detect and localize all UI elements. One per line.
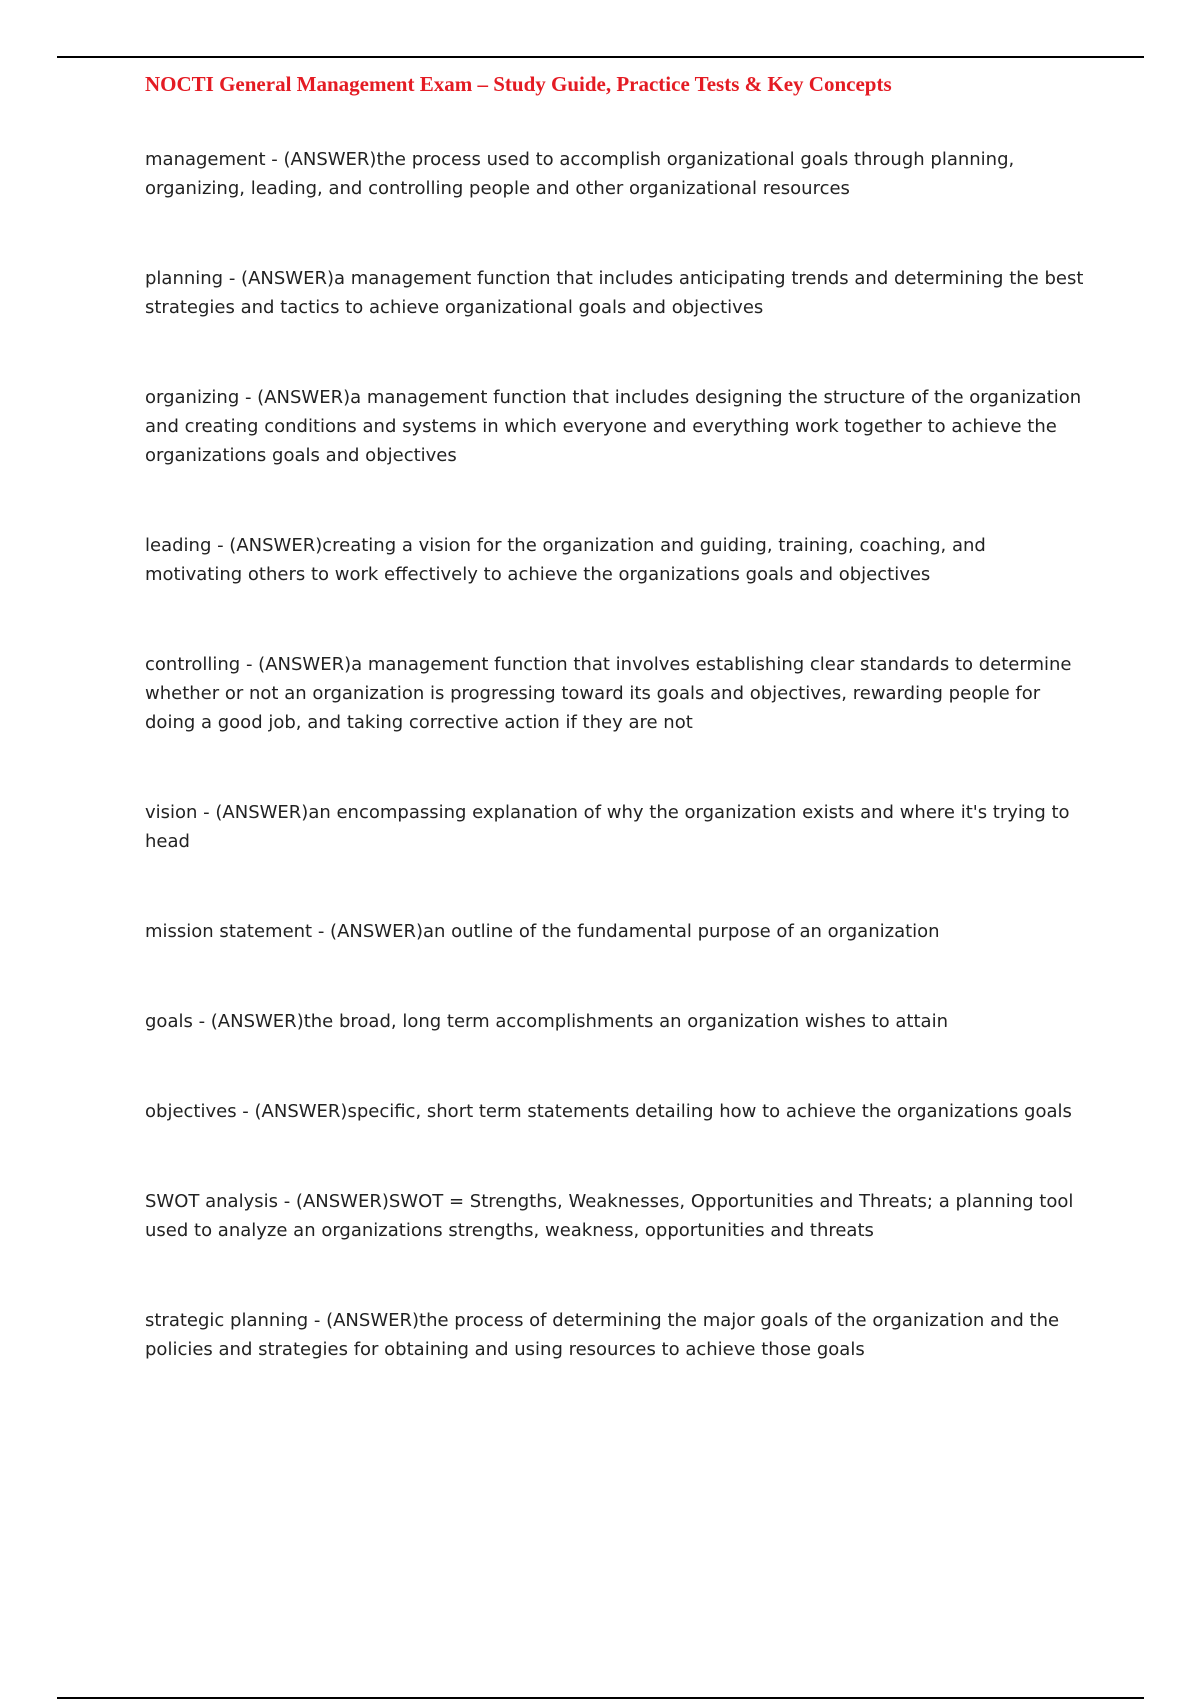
term-list [145,145,1085,1364]
term-entry-organizing: organizing - (ANSWER)a management function that includes designing the structure of the organization and creating conditions and systems in which everyone and everything work together to achieve the organizations goals and objectives [145,387,1082,466]
term-entry-strategic-planning: strategic planning - (ANSWER)the process of determining the major goals of the organization and the policies and strategies for obtaining and using resources to achieve those goals [145,1310,1060,1360]
footer-rule [57,1697,1144,1699]
term-entry-leading: leading - (ANSWER)creating a vision for the organization and guiding, training, coaching, and motivating others to work effectively to achieve the organizations goals and objectives [145,535,986,585]
term-entry-goals: goals - (ANSWER)the broad, long term accomplishments an organization wishes to attain [145,1011,948,1032]
term-entry-controlling: controlling - (ANSWER)a management function that involves establishing clear standards to determine whether or not an organization is progressing toward its goals and objectives, rewarding people for doing a good job, and taking corrective action if they are not [145,654,1072,733]
document-title: NOCTI General Management Exam – Study Guide, Practice Tests & Key Concepts [145,72,892,96]
term-entry-objectives: objectives - (ANSWER)specific, short term statements detailing how to achieve the organizations goals [145,1101,1072,1122]
term-entry-mission-statement: mission statement - (ANSWER)an outline of the fundamental purpose of an organization [145,921,940,942]
term-entry-swot-analysis: SWOT analysis - (ANSWER)SWOT = Strengths, Weaknesses, Opportunities and Threats; a planning tool used to analyze an organizations strengths, weakness, opportunities and threats [145,1191,1074,1241]
term-entry-planning: planning - (ANSWER)a management function that includes anticipating trends and determining the best strategies and tactics to achieve organizational goals and objectives [145,268,1084,318]
term-entry-vision: vision - (ANSWER)an encompassing explanation of why the organization exists and where it's trying to head [145,802,1070,852]
term-entry-management: management - (ANSWER)the process used to accomplish organizational goals through planning, organizing, leading, and controlling people and other organizational resources [145,149,1015,199]
header-rule [57,56,1144,58]
